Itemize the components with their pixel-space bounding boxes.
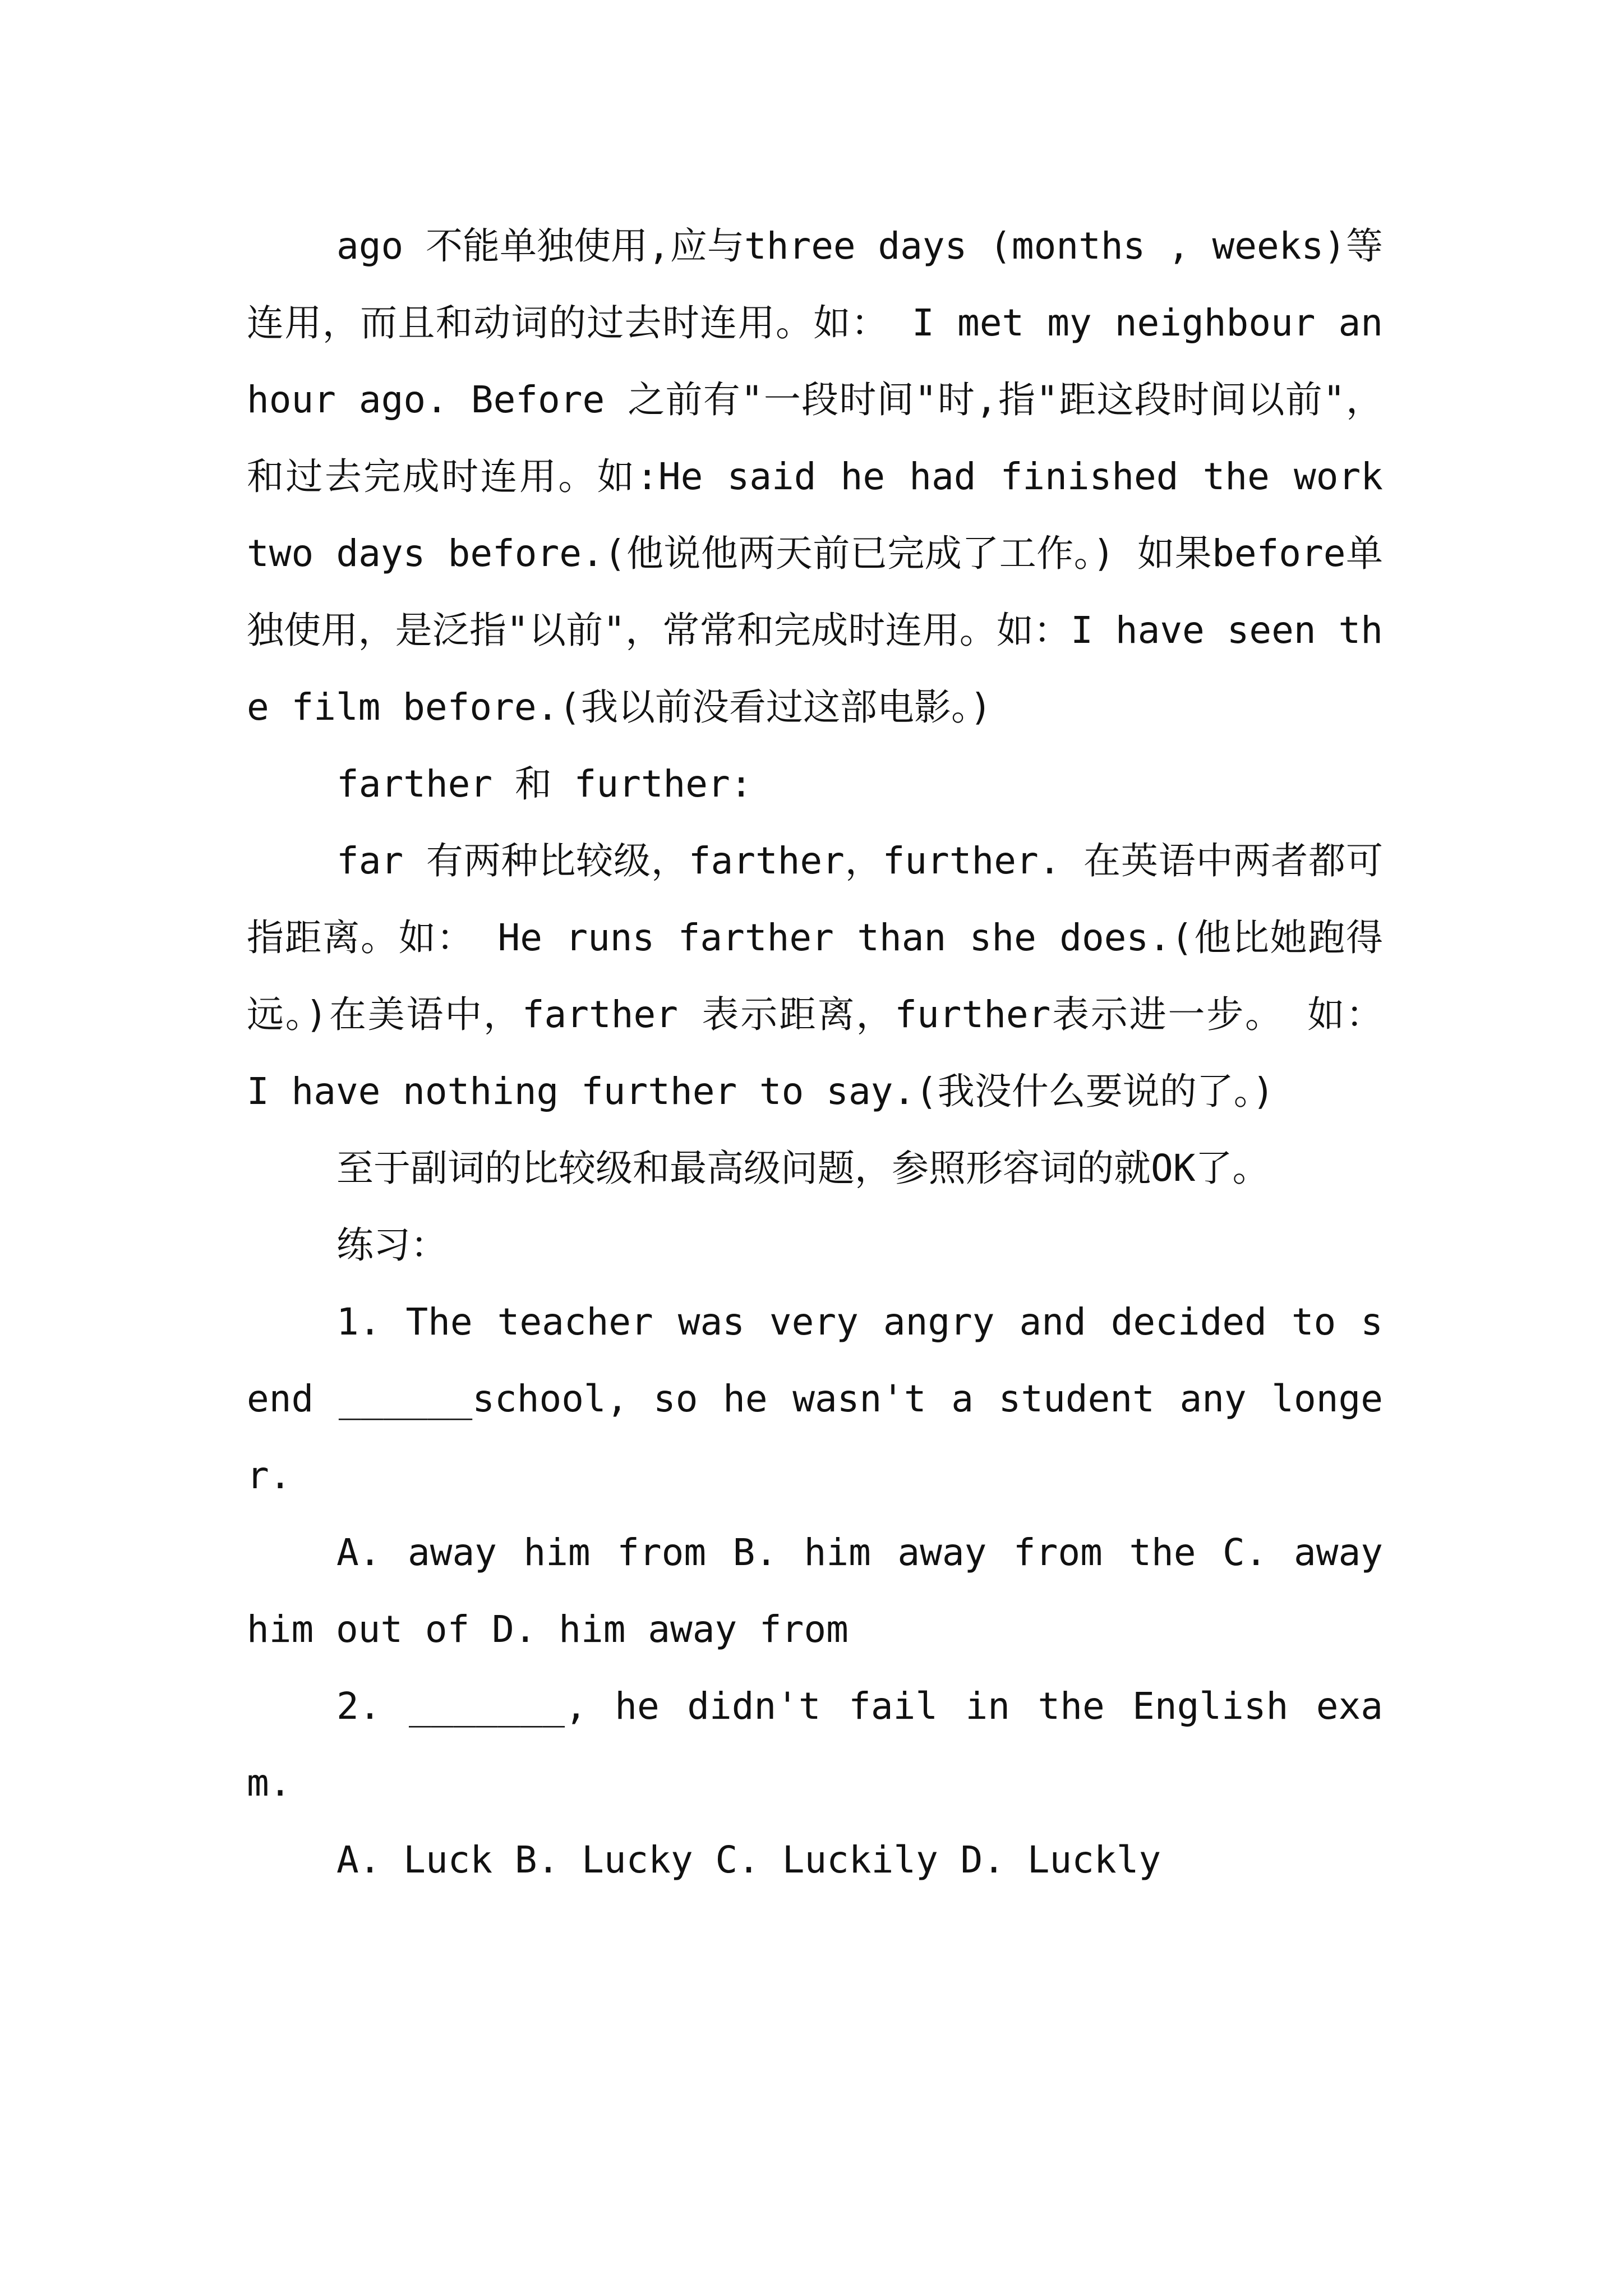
question-1: 1. The teacher was very angry and decided to send ______school, so he wasn't a student any longer. [247,1300,1383,1497]
paragraph-adverb-comparison-note: 至于副词的比较级和最高级问题，参照形容词的就OK了。 [336,1147,1270,1190]
question-1-options: A. away him from B. him away from the C. away him out of D. him away from [247,1531,1383,1651]
document-body [247,208,1383,1898]
paragraph-ago-before: ago 不能单独使用,应与three days (months , weeks)等连用，而且和动词的过去时连用。如： I met my neighbour an hour ago. Before 之前有"一段时间"时,指"距这段时间以前"，和过去完成时连用。如:He said he had finished the work two days before.(他说他两天前已完成了工作。) 如果before单独使用，是泛指"以前"，常常和完成时连用。如：I have seen the film before.(我以前没看过这部电影。) [247,224,1383,729]
question-2-options: A. Luck B. Lucky C. Luckily D. Luckly [336,1838,1161,1881]
paragraph-farther-further-explanation: far 有两种比较级，farther，further. 在英语中两者都可指距离。如： He runs farther than she does.(他比她跑得远。)在美语中，farther 表示距离，further表示进一步。 如： I have nothing further to say.(我没什么要说的了。) [247,839,1383,1113]
paragraph-exercise-heading: 练习： [336,1223,448,1267]
paragraph-farther-further-heading: farther 和 further: [336,762,753,806]
question-2: 2. _______, he didn't fail in the English exam. [247,1685,1383,1805]
